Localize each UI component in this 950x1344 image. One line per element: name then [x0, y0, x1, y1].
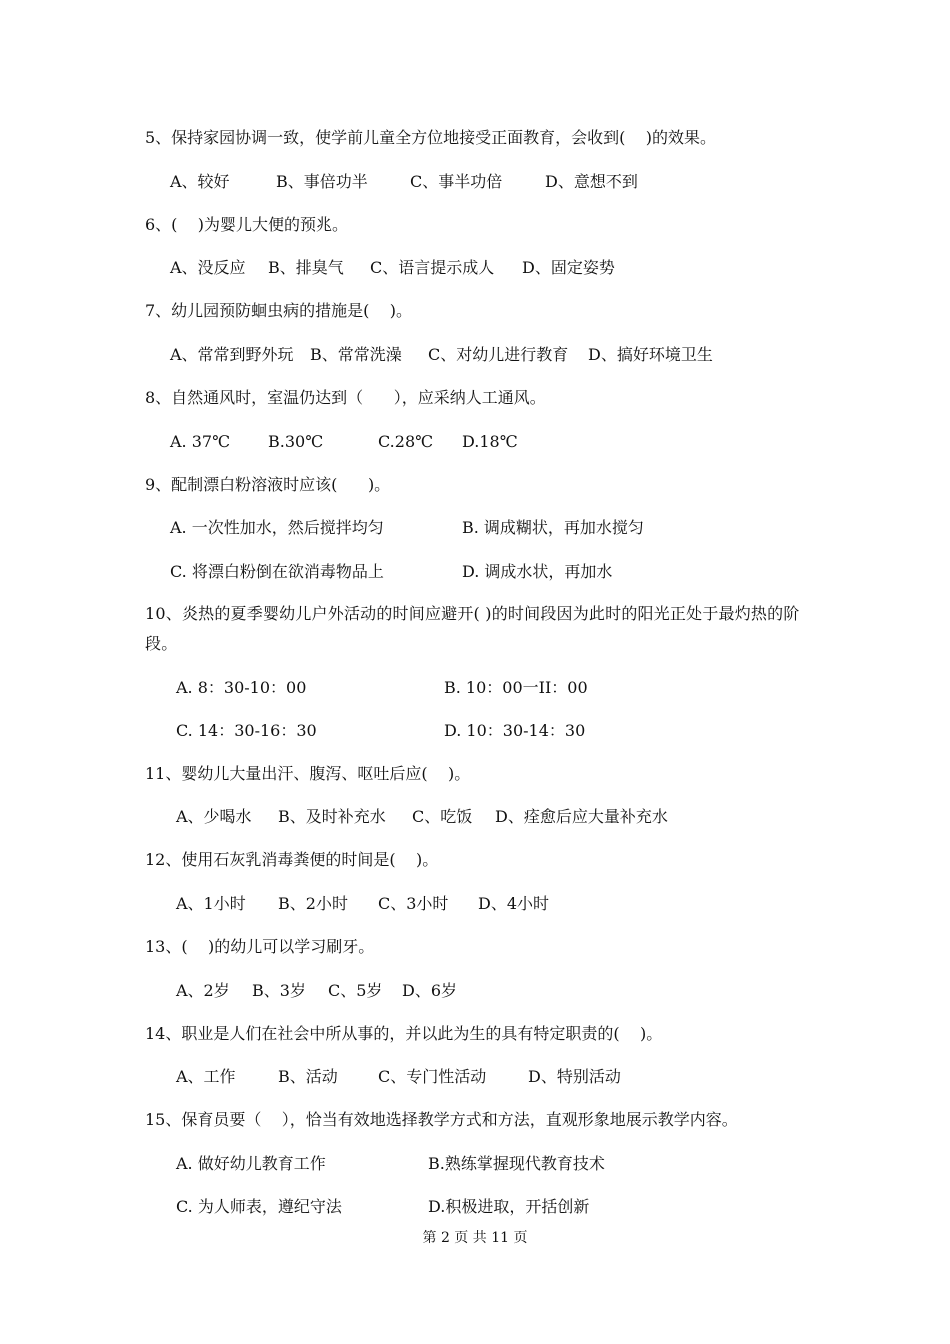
question-14: 14、职业是人们在社会中所从事的，并以此为生的具有特定职责的( )。 [145, 1024, 663, 1043]
question-7-option-c: C、对幼儿进行教育 [428, 345, 569, 364]
question-11-option-b: B、及时补充水 [278, 807, 386, 826]
question-13-option-b: B、3岁 [252, 981, 306, 1000]
question-13-option-d: D、6岁 [402, 981, 458, 1000]
question-10-option-b: B. 10：00一II：00 [444, 678, 588, 697]
question-11-option-c: C、吃饭 [412, 807, 473, 826]
question-9: 9、配制漂白粉溶液时应该( )。 [145, 475, 391, 494]
question-14-option-a: A、工作 [176, 1067, 236, 1086]
question-9-option-c: C. 将漂白粉倒在欲消毒物品上 [170, 562, 384, 581]
question-15: 15、保育员要（ ），恰当有效地选择教学方式和方法，直观形象地展示教学内容。 [145, 1110, 738, 1129]
question-12-option-a: A、1小时 [176, 894, 246, 913]
question-12-option-b: B、2小时 [278, 894, 348, 913]
question-15-option-d: D.积极进取，开括创新 [428, 1197, 590, 1216]
question-6: 6、( )为婴儿大便的预兆。 [145, 215, 349, 234]
question-11: 11、婴幼儿大量出汗、腹泻、呕吐后应( )。 [145, 764, 471, 783]
question-14-option-c: C、专门性活动 [378, 1067, 487, 1086]
question-5-option-c: C、事半功倍 [410, 172, 503, 191]
question-10-option-c: C. 14：30-16：30 [176, 721, 317, 740]
question-6-option-b: B、排臭气 [268, 258, 344, 277]
question-12-option-c: C、3小时 [378, 894, 449, 913]
question-12: 12、使用石灰乳消毒粪便的时间是( )。 [145, 850, 439, 869]
question-13-option-c: C、5岁 [328, 981, 383, 1000]
question-7-option-b: B、常常洗澡 [310, 345, 402, 364]
question-10: 10、炎热的夏季婴幼儿户外活动的时间应避开( )的时间段因为此时的阳光正处于最灼热的阶段。 [145, 604, 800, 653]
question-11-option-a: A、少喝水 [176, 807, 252, 826]
question-6-option-a: A、没反应 [170, 258, 246, 277]
question-15-option-a: A. 做好幼儿教育工作 [176, 1154, 326, 1173]
question-14-option-d: D、特别活动 [528, 1067, 621, 1086]
question-8-option-b: B.30℃ [268, 432, 324, 451]
question-5: 5、保持家园协调一致，使学前儿童全方位地接受正面教育，会收到( )的效果。 [145, 128, 717, 147]
question-7-option-d: D、搞好环境卫生 [588, 345, 713, 364]
question-8: 8、自然通风时，室温仍达到（ ），应采纳人工通风。 [145, 388, 546, 407]
question-12-option-d: D、4小时 [478, 894, 550, 913]
question-9-option-a: A. 一次性加水，然后搅拌均匀 [170, 518, 384, 537]
question-14-option-b: B、活动 [278, 1067, 338, 1086]
question-9-option-b: B. 调成糊状，再加水搅匀 [462, 518, 644, 537]
question-13-option-a: A、2岁 [176, 981, 230, 1000]
question-9-option-d: D. 调成水状，再加水 [462, 562, 613, 581]
page-number-footer: 第 2 页 共 11 页 [422, 1230, 528, 1246]
question-7-option-a: A、常常到野外玩 [170, 345, 294, 364]
question-11-option-d: D、痊愈后应大量补充水 [495, 807, 668, 826]
question-8-option-a: A. 37℃ [170, 432, 230, 451]
question-6-option-d: D、固定姿势 [522, 258, 615, 277]
question-15-option-b: B.熟练掌握现代教育技术 [428, 1154, 605, 1173]
question-8-option-c: C.28℃ [378, 432, 434, 451]
question-13: 13、( )的幼儿可以学习刷牙。 [145, 937, 375, 956]
question-7: 7、幼儿园预防蛔虫病的措施是( )。 [145, 301, 413, 320]
question-10-option-a: A. 8：30-10：00 [176, 678, 307, 697]
question-5-option-d: D、意想不到 [545, 172, 638, 191]
question-15-option-c: C. 为人师表，遵纪守法 [176, 1197, 342, 1216]
question-10-option-d: D. 10：30-14：30 [444, 721, 586, 740]
question-8-option-d: D.18℃ [462, 432, 518, 451]
question-6-option-c: C、语言提示成人 [370, 258, 495, 277]
question-5-option-a: A、较好 [170, 172, 230, 191]
question-5-option-b: B、事倍功半 [276, 172, 368, 191]
